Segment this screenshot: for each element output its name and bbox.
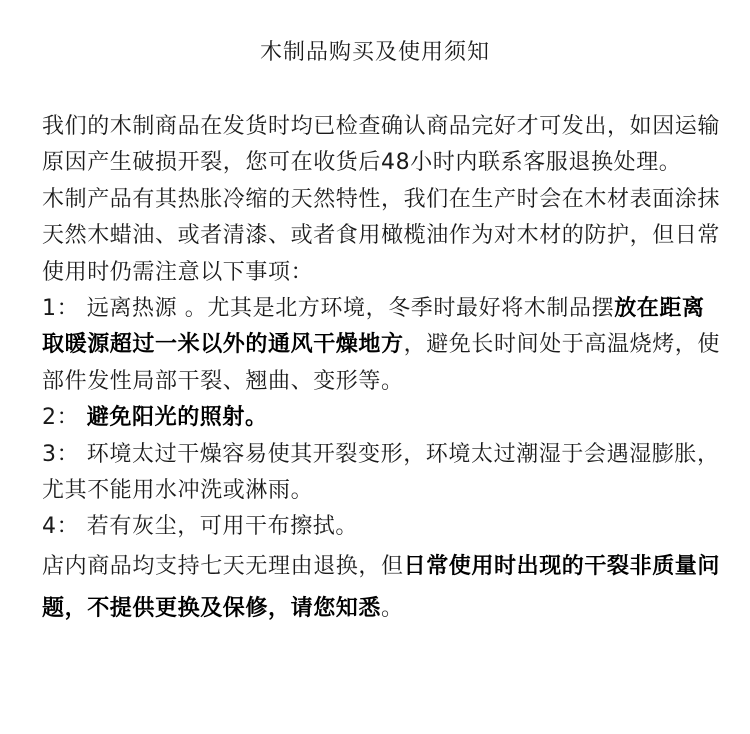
properties-paragraph: 木制产品有其热胀冷缩的天然特性，我们在生产时会在木材表面涂抹天然木蜡油、或者清漆、或者食用橄榄油作为对木材的防护，但日常使用时仍需注意以下事项： — [42, 186, 721, 285]
list-item-4 — [42, 509, 726, 545]
list-item-3 — [42, 437, 726, 510]
item-emphasis: 放在距离取暖源超过一米以外的通风干燥地方 — [42, 296, 705, 358]
item-text: 若有灰尘，可用干布擦拭。 — [79, 514, 358, 540]
item-text: 远离热源 。尤其是北方环境，冬季时最好将木制品摆 — [79, 296, 615, 322]
list-item-2 — [42, 400, 726, 436]
returns-emphasis: 日常使用时出现的干裂非质量问题，不提供更换及保修，请您知悉 — [42, 553, 721, 621]
item-text: 环境太过干燥容易使其开裂变形，环境太过潮湿于会遇湿膨胀，尤其不能用水冲洗或淋雨。 — [42, 441, 720, 504]
item-number: 1： — [42, 296, 80, 322]
item-emphasis: 避免阳光的照射。 — [86, 405, 268, 431]
item-number: 2： — [42, 405, 80, 431]
returns-paragraph — [42, 546, 726, 630]
intro-paragraph: 我们的木制商品在发货时均已检查确认商品完好才可发出，如因运输原因产生破损开裂，您可在收货后48小时内联系客服退换处理。 — [42, 114, 721, 176]
page-title: 木制品购买及使用须知 — [259, 40, 490, 65]
notice-body — [42, 109, 726, 630]
item-text-after: ，避免长时间处于高温烧烤，使部件发性局部干裂、翘曲、变形等。 — [42, 332, 721, 394]
item-number: 3： — [42, 441, 80, 467]
item-number: 4： — [42, 514, 80, 540]
list-item-1 — [42, 291, 726, 400]
returns-text: 店内商品均支持七天无理由退换，但 — [42, 553, 404, 579]
returns-text-after: 。 — [381, 595, 404, 621]
item-text — [79, 405, 87, 430]
